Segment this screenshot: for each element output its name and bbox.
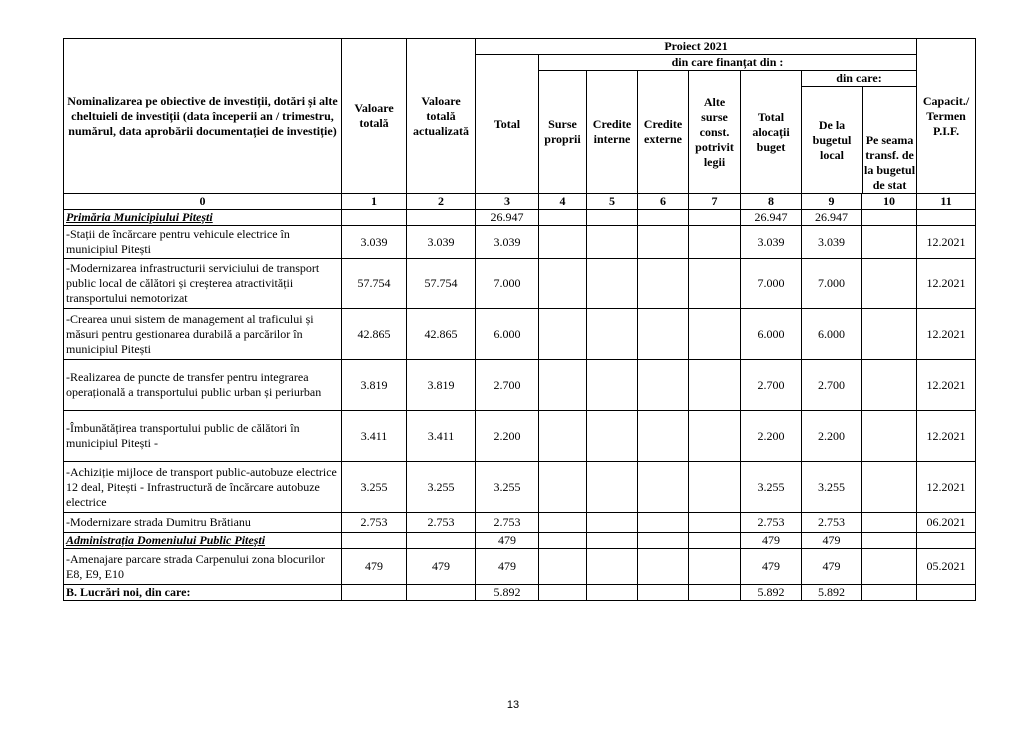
row-cell xyxy=(587,462,638,513)
row-cell xyxy=(862,226,917,259)
row-cell xyxy=(689,210,741,226)
table-row xyxy=(64,226,976,259)
row-cell: 2.753 xyxy=(342,513,407,533)
row-cell: 3.255 xyxy=(741,462,802,513)
row-cell xyxy=(587,226,638,259)
section-row xyxy=(64,210,976,226)
row-label: -Modernizarea infrastructurii serviciului de transport public local de călători și creșterea atractivității transportului nemotorizat xyxy=(64,259,342,309)
row-cell xyxy=(587,513,638,533)
row-cell: 3.255 xyxy=(342,462,407,513)
row-cell: 5.892 xyxy=(476,585,539,601)
row-cell xyxy=(689,585,741,601)
row-cell xyxy=(638,462,689,513)
row-cell xyxy=(689,513,741,533)
row-cell xyxy=(862,411,917,462)
row-cell: 3.819 xyxy=(342,360,407,411)
row-cell xyxy=(539,309,587,360)
row-cell xyxy=(862,585,917,601)
row-cell: 3.039 xyxy=(802,226,862,259)
row-cell xyxy=(689,309,741,360)
colnum: 2 xyxy=(407,194,476,210)
row-cell: 05.2021 xyxy=(917,549,976,585)
header-credite-interne: Credite interne xyxy=(587,71,638,194)
row-cell xyxy=(407,585,476,601)
row-cell xyxy=(689,259,741,309)
row-cell xyxy=(539,513,587,533)
row-cell: 479 xyxy=(741,549,802,585)
header-capacitate: Capacit./ Termen P.I.F. xyxy=(917,39,976,194)
colnum: 5 xyxy=(587,194,638,210)
row-cell: 479 xyxy=(407,549,476,585)
row-cell xyxy=(638,309,689,360)
row-cell: 3.039 xyxy=(476,226,539,259)
row-cell xyxy=(539,411,587,462)
row-cell: 5.892 xyxy=(741,585,802,601)
header-din-care-group xyxy=(802,71,917,194)
row-cell: 3.039 xyxy=(407,226,476,259)
header-total: Total xyxy=(476,55,539,194)
row-cell xyxy=(862,360,917,411)
row-cell: 6.000 xyxy=(802,309,862,360)
row-cell xyxy=(342,533,407,549)
row-cell: 3.411 xyxy=(407,411,476,462)
row-cell: 7.000 xyxy=(741,259,802,309)
header-credite-externe: Credite externe xyxy=(638,71,689,194)
row-cell: 479 xyxy=(476,549,539,585)
colnum: 11 xyxy=(917,194,976,210)
table-row xyxy=(64,360,976,411)
row-cell xyxy=(539,210,587,226)
row-cell: 6.000 xyxy=(476,309,539,360)
column-number-row xyxy=(64,194,976,210)
row-cell xyxy=(342,585,407,601)
row-label: -Stații de încărcare pentru vehicule electrice în municipiul Pitești xyxy=(64,226,342,259)
row-cell xyxy=(342,210,407,226)
header-buget-stat: Pe seama transf. de la bugetul de stat xyxy=(864,133,916,192)
row-cell: 3.039 xyxy=(342,226,407,259)
row-cell: 479 xyxy=(802,549,862,585)
colnum: 10 xyxy=(862,194,917,210)
header-buget-local: De la bugetul local xyxy=(802,87,863,193)
row-label: -Amenajare parcare strada Carpenului zona blocurilor E8, E9, E10 xyxy=(64,549,342,585)
row-cell xyxy=(638,533,689,549)
row-cell: 12.2021 xyxy=(917,259,976,309)
row-cell xyxy=(587,309,638,360)
row-cell: 57.754 xyxy=(342,259,407,309)
row-label: -Achiziție mijloce de transport public-autobuze electrice 12 deal, Pitești - Infrastructură de încărcare autobuze electrice xyxy=(64,462,342,513)
row-cell xyxy=(587,533,638,549)
row-label: -Crearea unui sistem de management al traficului și măsuri pentru gestionarea durabilă a parcărilor în municipiul Pitești xyxy=(64,309,342,360)
row-cell xyxy=(917,533,976,549)
row-cell: 57.754 xyxy=(407,259,476,309)
row-cell xyxy=(638,585,689,601)
colnum: 0 xyxy=(64,194,342,210)
row-label: -Îmbunătățirea transportului public de călători în municipiul Pitești - xyxy=(64,411,342,462)
row-cell: 3.255 xyxy=(407,462,476,513)
row-cell xyxy=(917,210,976,226)
colnum: 7 xyxy=(689,194,741,210)
row-cell xyxy=(862,210,917,226)
colnum: 9 xyxy=(802,194,862,210)
colnum: 3 xyxy=(476,194,539,210)
row-cell xyxy=(689,226,741,259)
row-cell: 2.753 xyxy=(407,513,476,533)
row-cell: 3.255 xyxy=(476,462,539,513)
investment-table xyxy=(63,38,976,601)
row-cell xyxy=(862,513,917,533)
header-din-care: din care: xyxy=(802,71,916,87)
row-cell xyxy=(539,360,587,411)
row-cell xyxy=(539,226,587,259)
row-cell: 42.865 xyxy=(342,309,407,360)
row-cell: 42.865 xyxy=(407,309,476,360)
section-row xyxy=(64,585,976,601)
table-row xyxy=(64,309,976,360)
page-number: 13 xyxy=(506,699,520,711)
row-cell: 12.2021 xyxy=(917,411,976,462)
row-cell: 479 xyxy=(741,533,802,549)
row-cell: 12.2021 xyxy=(917,226,976,259)
row-cell: 2.200 xyxy=(741,411,802,462)
row-cell: 7.000 xyxy=(476,259,539,309)
row-cell: 2.753 xyxy=(476,513,539,533)
row-cell: 479 xyxy=(476,533,539,549)
header-alte-surse: Alte surse const. potrivit legii xyxy=(689,71,741,194)
colnum: 1 xyxy=(342,194,407,210)
header-nominalizare: Nominalizarea pe obiective de investiții, dotări și alte cheltuieli de investiții (data începerii an / trimestru, numărul, data aprobării documentației de investiție) xyxy=(64,39,342,194)
row-cell: 06.2021 xyxy=(917,513,976,533)
row-label: -Modernizare strada Dumitru Brătianu xyxy=(64,513,342,533)
row-cell xyxy=(862,533,917,549)
row-cell: 2.700 xyxy=(476,360,539,411)
row-cell xyxy=(638,226,689,259)
row-label: B. Lucrări noi, din care: xyxy=(64,585,342,601)
row-cell: 2.753 xyxy=(802,513,862,533)
table-row xyxy=(64,462,976,513)
row-cell xyxy=(862,259,917,309)
colnum: 4 xyxy=(539,194,587,210)
row-cell xyxy=(862,549,917,585)
row-cell xyxy=(587,549,638,585)
colnum: 8 xyxy=(741,194,802,210)
row-cell xyxy=(539,259,587,309)
row-cell xyxy=(539,533,587,549)
row-cell: 12.2021 xyxy=(917,360,976,411)
row-cell: 3.819 xyxy=(407,360,476,411)
row-cell xyxy=(689,360,741,411)
row-cell: 12.2021 xyxy=(917,462,976,513)
row-cell: 2.700 xyxy=(802,360,862,411)
row-cell xyxy=(862,462,917,513)
row-cell: 7.000 xyxy=(802,259,862,309)
row-cell xyxy=(539,585,587,601)
row-cell: 2.700 xyxy=(741,360,802,411)
row-cell xyxy=(638,513,689,533)
header-surse-proprii: Surse proprii xyxy=(539,71,587,194)
row-cell: 2.200 xyxy=(476,411,539,462)
row-cell: 3.411 xyxy=(342,411,407,462)
row-cell xyxy=(587,411,638,462)
row-label: Administrația Domeniului Public Pitești xyxy=(64,533,342,549)
row-cell xyxy=(917,585,976,601)
header-valoare-actualizata: Valoare totală actualizată xyxy=(407,39,476,194)
row-cell: 6.000 xyxy=(741,309,802,360)
row-cell xyxy=(539,462,587,513)
row-cell: 3.255 xyxy=(802,462,862,513)
row-cell xyxy=(407,533,476,549)
row-cell xyxy=(689,533,741,549)
row-cell xyxy=(689,549,741,585)
section-row xyxy=(64,533,976,549)
row-cell xyxy=(638,259,689,309)
row-cell: 479 xyxy=(342,549,407,585)
row-cell: 2.200 xyxy=(802,411,862,462)
row-cell xyxy=(539,549,587,585)
header-proiect: Proiect 2021 xyxy=(476,39,917,55)
row-cell xyxy=(689,462,741,513)
row-cell xyxy=(862,309,917,360)
header-finantat: din care finanțat din : xyxy=(539,55,917,71)
row-cell xyxy=(407,210,476,226)
row-cell: 2.753 xyxy=(741,513,802,533)
row-cell xyxy=(638,360,689,411)
header-valoare-totala: Valoare totală xyxy=(342,39,407,194)
row-cell: 5.892 xyxy=(802,585,862,601)
row-cell xyxy=(587,585,638,601)
row-cell: 26.947 xyxy=(741,210,802,226)
row-cell xyxy=(689,411,741,462)
row-cell: 12.2021 xyxy=(917,309,976,360)
colnum: 6 xyxy=(638,194,689,210)
row-cell xyxy=(587,210,638,226)
row-cell xyxy=(587,360,638,411)
row-cell: 26.947 xyxy=(476,210,539,226)
table-row xyxy=(64,549,976,585)
row-cell xyxy=(638,549,689,585)
table-row xyxy=(64,513,976,533)
row-cell: 3.039 xyxy=(741,226,802,259)
row-cell xyxy=(587,259,638,309)
table-row xyxy=(64,411,976,462)
row-label: -Realizarea de puncte de transfer pentru integrarea operațională a transportului public urban și periurban xyxy=(64,360,342,411)
header-total-alocatii: Total alocații buget xyxy=(741,71,802,194)
row-cell: 26.947 xyxy=(802,210,862,226)
row-label: Primăria Municipiului Pitești xyxy=(64,210,342,226)
row-cell xyxy=(638,210,689,226)
table-row xyxy=(64,259,976,309)
row-cell xyxy=(638,411,689,462)
row-cell: 479 xyxy=(802,533,862,549)
